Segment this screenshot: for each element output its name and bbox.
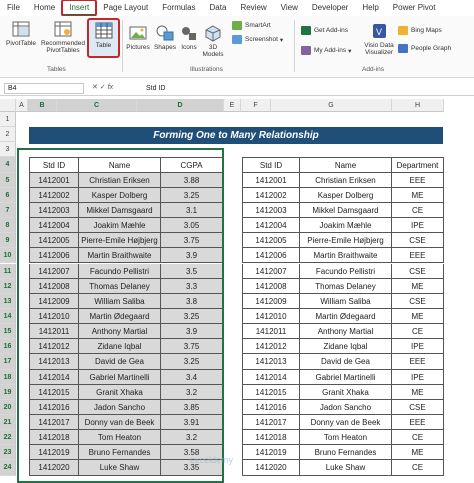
right-table-cell[interactable]: IPE <box>392 218 444 233</box>
right-table-cell[interactable]: 1412002 <box>242 188 300 203</box>
sheet-title: Forming One to Many Relationship <box>29 127 443 144</box>
menu-bar <box>0 0 474 16</box>
svg-text:V: V <box>376 27 383 37</box>
right-table-cell[interactable]: CE <box>392 203 444 218</box>
left-table-cell[interactable]: 3.9 <box>161 248 223 263</box>
right-table-cell[interactable]: CE <box>392 430 444 445</box>
pivottable-icon <box>11 20 31 38</box>
pivottable-button[interactable] <box>3 20 39 47</box>
right-table-cell[interactable]: 1412008 <box>242 279 300 294</box>
left-table-cell[interactable]: Bruno Fernandes <box>79 445 161 460</box>
pictures-label: Pictures <box>126 44 150 51</box>
table-icon <box>94 22 114 40</box>
tab-view[interactable]: View <box>280 3 298 12</box>
row-header-10[interactable]: 10 <box>0 248 16 263</box>
tab-file[interactable]: File <box>7 3 20 12</box>
row-header-22[interactable]: 22 <box>0 430 16 445</box>
shapes-button[interactable] <box>152 24 178 51</box>
bing-maps-icon <box>398 26 408 35</box>
right-table-cell[interactable]: Martin Ødegaard <box>300 309 392 324</box>
left-table-cell[interactable]: 1412010 <box>29 309 79 324</box>
recommended-pivottables-label: Recommended PivotTables <box>40 40 86 54</box>
right-table-cell[interactable]: Donny van de Beek <box>300 415 392 430</box>
left-table-cell[interactable]: Donny van de Beek <box>79 415 161 430</box>
store-icon <box>301 26 311 35</box>
my-addins-label: My Add-ins <box>314 47 347 54</box>
ribbon <box>0 16 474 78</box>
tab-developer[interactable]: Developer <box>311 3 349 12</box>
people-graph-label: People Graph <box>411 45 452 52</box>
screenshot-icon <box>232 35 242 44</box>
right-table-cell[interactable]: IPE <box>392 339 444 354</box>
visio-icon <box>369 22 389 40</box>
visio-label: Visio Data Visualizer <box>364 42 394 56</box>
bing-maps-label: Bing Maps <box>411 27 442 34</box>
right-table-cell[interactable]: 1412014 <box>242 370 300 385</box>
left-table-cell[interactable]: 1412005 <box>29 233 79 248</box>
left-table-cell[interactable]: 3.3 <box>161 279 223 294</box>
right-table-cell[interactable]: EEE <box>392 173 444 188</box>
left-table-cell[interactable]: 1412007 <box>29 264 79 279</box>
right-table-cell[interactable]: 1412010 <box>242 309 300 324</box>
right-table-cell[interactable]: 1412016 <box>242 400 300 415</box>
tables-group-label: Tables <box>47 66 66 73</box>
right-table-cell[interactable]: Jadon Sancho <box>300 400 392 415</box>
screenshot-button[interactable] <box>232 35 283 44</box>
row-header-12[interactable]: 12 <box>0 279 16 294</box>
right-table-cell[interactable]: David de Gea <box>300 354 392 369</box>
left-table-cell[interactable]: David de Gea <box>79 354 161 369</box>
column-header-c[interactable]: C <box>57 99 137 112</box>
row-header-6[interactable]: 6 <box>0 188 16 203</box>
tab-data[interactable]: Data <box>209 3 227 12</box>
left-table-cell[interactable]: 3.75 <box>161 339 223 354</box>
column-header-b[interactable]: B <box>28 99 57 112</box>
3d-models-button[interactable] <box>200 24 226 58</box>
icons-label: Icons <box>181 44 197 51</box>
left-table-cell[interactable]: Christian Eriksen <box>79 173 161 188</box>
formula-input[interactable]: Std ID <box>146 85 166 92</box>
tab-page-layout[interactable]: Page Layout <box>103 3 149 12</box>
right-table-cell[interactable]: 1412005 <box>242 233 300 248</box>
left-table-cell[interactable]: 1412013 <box>29 354 79 369</box>
right-table-cell[interactable]: 1412003 <box>242 203 300 218</box>
right-table-cell[interactable]: CSE <box>392 294 444 309</box>
tab-formulas[interactable]: Formulas <box>162 3 196 12</box>
people-graph-icon <box>398 44 408 53</box>
tab-power-pivot[interactable]: Power Pivot <box>392 3 436 12</box>
cancel-icon[interactable]: ✕ <box>92 84 98 91</box>
right-table-cell[interactable]: Gabriel Martinelli <box>300 370 392 385</box>
row-header-18[interactable]: 18 <box>0 370 16 385</box>
row-header-14[interactable]: 14 <box>0 309 16 324</box>
right-table-cell[interactable]: Mikkel Damsgaard <box>300 203 392 218</box>
left-table-cell[interactable]: 1412001 <box>29 173 79 188</box>
row-header-5[interactable]: 5 <box>0 173 16 188</box>
icons-button[interactable] <box>178 24 200 51</box>
right-table-cell[interactable]: 1412012 <box>242 339 300 354</box>
right-table-cell[interactable]: Joakim Mæhle <box>300 218 392 233</box>
right-table-cell[interactable]: 1412018 <box>242 430 300 445</box>
screenshot-label: Screenshot <box>245 36 278 43</box>
tab-home[interactable]: Home <box>33 3 56 12</box>
recommended-pivottables-button[interactable] <box>40 20 86 54</box>
right-table-cell[interactable]: CSE <box>392 400 444 415</box>
right-table-header-cell[interactable]: Department <box>392 157 444 172</box>
left-table-header-cell[interactable]: Name <box>79 157 161 172</box>
illustrations-group-label: Illustrations <box>190 66 223 73</box>
name-box[interactable]: B4 <box>4 83 84 94</box>
right-table-cell[interactable]: Luke Shaw <box>300 460 392 475</box>
pictures-icon <box>128 24 148 42</box>
left-table-cell[interactable]: Granit Xhaka <box>79 385 161 400</box>
enter-icon[interactable]: ✓ <box>99 84 106 91</box>
chevron-down-icon: ▾ <box>279 36 284 44</box>
get-addins-label: Get Add-ins <box>314 27 348 34</box>
row-header-2[interactable]: 2 <box>0 127 16 142</box>
recommended-pivottables-icon <box>53 20 73 38</box>
tab-help[interactable]: Help <box>362 3 379 12</box>
shapes-icon <box>155 24 175 42</box>
bing-maps-button[interactable] <box>398 26 442 35</box>
left-table-cell[interactable]: Joakim Mæhle <box>79 218 161 233</box>
right-table-header-cell[interactable]: Std ID <box>242 157 300 172</box>
tab-review[interactable]: Review <box>240 3 267 12</box>
left-table-cell[interactable]: 1412006 <box>29 248 79 263</box>
pivottable-label: PivotTable <box>6 40 36 47</box>
left-table-cell[interactable]: Martin Ødegaard <box>79 309 161 324</box>
right-table-cell[interactable]: William Saliba <box>300 294 392 309</box>
left-table-cell[interactable]: Martin Braithwaite <box>79 248 161 263</box>
tab-insert[interactable]: Insert <box>62 0 96 16</box>
group-divider <box>122 20 123 72</box>
row-header-21[interactable]: 21 <box>0 415 16 430</box>
left-table-cell[interactable]: 1412019 <box>29 445 79 460</box>
fx-icon <box>92 83 113 91</box>
table-label: Table <box>95 42 112 49</box>
right-table-cell[interactable]: Thomas Delaney <box>300 279 392 294</box>
column-header-a[interactable]: A <box>16 99 28 112</box>
right-table-header-cell[interactable]: Name <box>300 157 392 172</box>
left-table-cell[interactable]: 1412002 <box>29 188 79 203</box>
right-table-cell[interactable]: 1412015 <box>242 385 300 400</box>
table-button[interactable] <box>89 22 118 49</box>
get-addins-button[interactable] <box>301 26 348 35</box>
row-header-13[interactable]: 13 <box>0 294 16 309</box>
right-table-cell[interactable]: Kasper Dolberg <box>300 188 392 203</box>
group-divider <box>294 20 295 72</box>
right-table-cell[interactable]: ME <box>392 385 444 400</box>
right-table-cell[interactable]: EEE <box>392 248 444 263</box>
left-table-cell[interactable]: 1412012 <box>29 339 79 354</box>
shapes-label: Shapes <box>153 44 177 51</box>
addins-icon <box>301 46 311 55</box>
left-table-cell[interactable]: 1412018 <box>29 430 79 445</box>
left-table-cell[interactable]: 1412011 <box>29 324 79 339</box>
right-table-cell[interactable]: EEE <box>392 415 444 430</box>
left-table-cell[interactable]: 1412014 <box>29 370 79 385</box>
row-header-4[interactable]: 4 <box>0 157 16 172</box>
right-table-cell[interactable]: CSE <box>392 233 444 248</box>
left-table-cell[interactable]: 3.2 <box>161 385 223 400</box>
left-table-cell[interactable]: Zidane Iqbal <box>79 339 161 354</box>
left-table-cell[interactable]: 3.25 <box>161 309 223 324</box>
right-table-cell[interactable]: Christian Eriksen <box>300 173 392 188</box>
row-header-19[interactable]: 19 <box>0 385 16 400</box>
left-table-cell[interactable]: 1412016 <box>29 400 79 415</box>
row-header-7[interactable]: 7 <box>0 203 16 218</box>
pictures-button[interactable] <box>124 24 152 51</box>
left-table-cell[interactable]: 1412020 <box>29 460 79 475</box>
row-header-15[interactable]: 15 <box>0 324 16 339</box>
right-table-cell[interactable]: Martin Braithwaite <box>300 248 392 263</box>
right-table-cell[interactable]: Granit Xhaka <box>300 385 392 400</box>
right-table-cell[interactable]: IPE <box>392 370 444 385</box>
left-table-cell[interactable]: Pierre-Emile Højbjerg <box>79 233 161 248</box>
row-header-16[interactable]: 16 <box>0 339 16 354</box>
right-table-cell[interactable]: 1412013 <box>242 354 300 369</box>
column-header-d[interactable]: D <box>137 99 224 112</box>
column-header-e[interactable]: E <box>224 99 241 112</box>
visio-data-visualizer-button[interactable] <box>361 22 397 56</box>
right-table-cell[interactable]: 1412009 <box>242 294 300 309</box>
row-header-8[interactable]: 8 <box>0 218 16 233</box>
right-table-cell[interactable]: EEE <box>392 354 444 369</box>
left-table-cell[interactable]: Anthony Martial <box>79 324 161 339</box>
left-table-cell[interactable]: 1412004 <box>29 218 79 233</box>
left-table-cell[interactable]: 3.88 <box>161 173 223 188</box>
right-table-cell[interactable]: 1412004 <box>242 218 300 233</box>
right-table-cell[interactable]: CE <box>392 460 444 475</box>
3d-models-label: 3D Models <box>202 44 224 58</box>
column-header-g[interactable]: G <box>271 99 392 112</box>
left-table-cell[interactable]: 3.2 <box>161 430 223 445</box>
left-table-cell[interactable]: 3.4 <box>161 370 223 385</box>
select-all-corner[interactable] <box>0 99 16 112</box>
left-table-cell[interactable]: 1412003 <box>29 203 79 218</box>
row-header-20[interactable]: 20 <box>0 400 16 415</box>
row-header-17[interactable]: 17 <box>0 354 16 369</box>
row-header-24[interactable]: 24 <box>0 460 16 475</box>
left-table-cell[interactable]: Mikkel Damsgaard <box>79 203 161 218</box>
right-table-cell[interactable]: ME <box>392 188 444 203</box>
right-table-cell[interactable]: ME <box>392 309 444 324</box>
left-table-cell[interactable]: 1412008 <box>29 279 79 294</box>
right-table-cell[interactable]: 1412017 <box>242 415 300 430</box>
right-table-cell[interactable]: Pierre-Emile Højbjerg <box>300 233 392 248</box>
left-table-cell[interactable]: 3.9 <box>161 324 223 339</box>
left-table-cell[interactable]: 3.05 <box>161 218 223 233</box>
row-header-9[interactable]: 9 <box>0 233 16 248</box>
right-table-cell[interactable]: 1412001 <box>242 173 300 188</box>
left-table-cell[interactable]: Kasper Dolberg <box>79 188 161 203</box>
smartart-icon <box>232 21 242 30</box>
left-table-cell[interactable]: 3.91 <box>161 415 223 430</box>
left-table-cell[interactable]: 1412009 <box>29 294 79 309</box>
right-table-cell[interactable]: CE <box>392 324 444 339</box>
left-table-cell[interactable]: 1412015 <box>29 385 79 400</box>
row-header-1[interactable]: 1 <box>0 112 16 127</box>
3d-models-icon <box>203 24 223 42</box>
right-table-cell[interactable]: 1412019 <box>242 445 300 460</box>
formula-bar <box>0 82 474 96</box>
smartart-label: SmartArt <box>245 22 271 29</box>
left-table-header-cell[interactable]: CGPA <box>161 157 223 172</box>
right-table-cell[interactable]: Bruno Fernandes <box>300 445 392 460</box>
left-table-cell[interactable]: Jadon Sancho <box>79 400 161 415</box>
right-table-cell[interactable]: 1412020 <box>242 460 300 475</box>
right-table-cell[interactable]: Anthony Martial <box>300 324 392 339</box>
row-header-3[interactable]: 3 <box>0 142 16 157</box>
left-table-cell[interactable]: 3.8 <box>161 294 223 309</box>
right-table-cell[interactable]: 1412006 <box>242 248 300 263</box>
left-table-cell[interactable]: Gabriel Martinelli <box>79 370 161 385</box>
left-table-cell[interactable]: Thomas Delaney <box>79 279 161 294</box>
row-header-11[interactable]: 11 <box>0 264 16 279</box>
right-table-cell[interactable]: Tom Heaton <box>300 430 392 445</box>
left-table-cell[interactable]: 3.5 <box>161 264 223 279</box>
right-table-cell[interactable]: Zidane Iqbal <box>300 339 392 354</box>
left-table-cell[interactable]: 1412017 <box>29 415 79 430</box>
right-table-cell[interactable]: CSE <box>392 264 444 279</box>
left-table-cell[interactable]: 3.25 <box>161 354 223 369</box>
left-table-cell[interactable]: 3.58 <box>161 445 223 460</box>
addins-group-label: Add-ins <box>362 66 385 73</box>
right-table-cell[interactable]: 1412007 <box>242 264 300 279</box>
watermark: exceldemy <box>190 455 234 465</box>
row-header-23[interactable]: 23 <box>0 445 16 460</box>
left-table-cell[interactable]: 3.1 <box>161 203 223 218</box>
right-table-cell[interactable]: Facundo Pellistri <box>300 264 392 279</box>
left-table-cell[interactable]: 3.85 <box>161 400 223 415</box>
my-addins-button[interactable] <box>301 46 351 55</box>
left-table-cell[interactable]: Luke Shaw <box>79 460 161 475</box>
left-table-cell[interactable]: 3.75 <box>161 233 223 248</box>
left-table-cell[interactable]: 3.25 <box>161 188 223 203</box>
right-table-cell[interactable]: ME <box>392 445 444 460</box>
icons-icon <box>179 24 199 42</box>
smartart-button[interactable] <box>232 21 271 30</box>
left-table-cell[interactable]: 3.35 <box>161 460 223 475</box>
right-table-cell[interactable]: ME <box>392 279 444 294</box>
people-graph-button[interactable] <box>398 44 451 53</box>
left-table-cell[interactable]: Facundo Pellistri <box>79 264 161 279</box>
left-table-cell[interactable]: Tom Heaton <box>79 430 161 445</box>
right-table-cell[interactable]: 1412011 <box>242 324 300 339</box>
left-table-header-cell[interactable]: Std ID <box>29 157 79 172</box>
column-header-f[interactable]: F <box>241 99 271 112</box>
column-header-h[interactable]: H <box>392 99 444 112</box>
left-table-cell[interactable]: William Saliba <box>79 294 161 309</box>
chevron-down-icon: ▾ <box>348 47 352 55</box>
fx-label[interactable]: fx <box>107 84 114 91</box>
